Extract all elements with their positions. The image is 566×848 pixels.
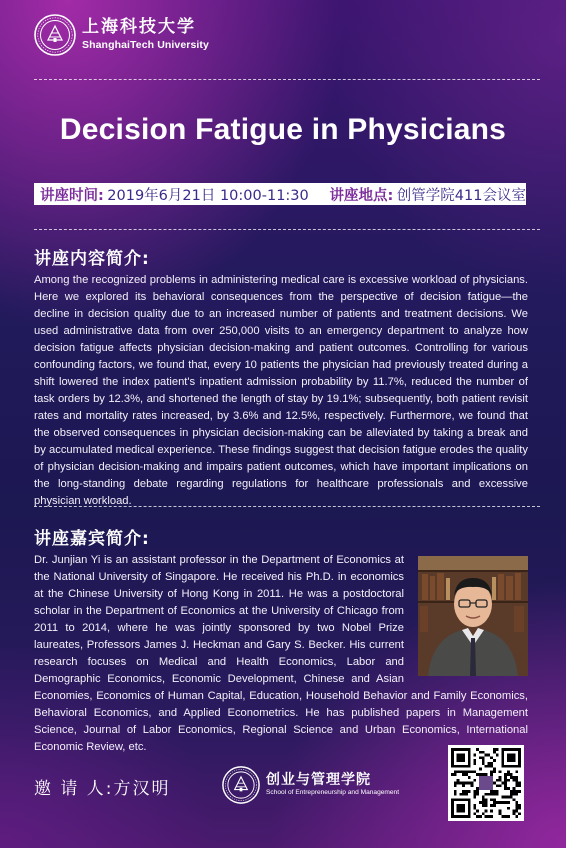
divider-middle — [34, 229, 540, 230]
speaker-heading: 讲座嘉宾简介: — [34, 529, 150, 549]
university-name-en: ShanghaiTech University — [82, 39, 209, 52]
qr-code-icon[interactable] — [448, 745, 524, 821]
school-name-en: School of Entrepreneurship and Management — [266, 789, 400, 797]
lecture-title: Decision Fatigue in Physicians — [59, 113, 507, 146]
university-name-cn: 上海科技大学 — [82, 17, 196, 38]
place-value: 创管学院411会议室 — [396, 187, 526, 204]
school-logo — [222, 766, 399, 804]
speaker-bio-text: Dr. Junjian Yi is an assistant professor in the Department of Economics at the National University of Singapore. He received his Ph.D. in economics at the Chinese University of Hong Kong in 2011. He was a postdoctoral scholar in the Department of Economics at the University of Chicago from 2011 to 2014, where he was jointly sponsored by two Nobel Prize laureates, Professors James J. Heckman and Gary S. Becker. His current research focuses on Medical and Health Economics, Labor and Demographic Economics, Economic Development, Chinese and Asian Economies, Economics of Human Capital, Education, Household Behavior and Family Economics, Behavioral Economics, and Applied Econometrics. He has published papers in Management Science, Journal of Labor Economics, Regional Science and Urban Economics, International Economic Review, etc. — [34, 554, 528, 753]
speaker-photo — [418, 556, 528, 676]
inviter: 邀 请 人:方汉明 — [34, 779, 171, 799]
speaker-bio-block — [34, 552, 528, 756]
lecture-info-bar — [34, 183, 526, 205]
place-label: 讲座地点: — [329, 187, 394, 204]
divider-lower — [34, 506, 540, 507]
school-name-cn: 创业与管理学院 — [266, 772, 371, 789]
time-value: 2019年6月21日 10:00-11:30 — [107, 187, 309, 204]
school-seal-icon — [222, 766, 260, 804]
time-label: 讲座时间: — [40, 187, 104, 204]
abstract-heading: 讲座内容简介: — [34, 249, 150, 269]
university-logo — [34, 14, 209, 56]
divider-top — [34, 79, 540, 80]
abstract-text: Among the recognized problems in administering medical care is excessive workload of physicians. Here we explored its behavioral consequences from the perspective of decision fatigue—the decline in decision quality due to an increased number of patients and treatment decisions. We used administrative data from over 250,000 visits to an emergency department to analyze how decision fatigue affects physician decision-making and patient outcomes. Controlling for various confounding factors, we found that, every 10 patients the physician had previously treated during a shift lowered the index patient's inpatient admission probability by 11.7%, reduced the number of task orders by 12.3%, and shortened the length of stay by 19.1%; subsequently, both patient revisit rates and mortality rates increased, by 3.6% and 12.5%, respectively. Furthermore, we found that the observed consequences in physician decision-making can be alleviated by taking a break and by accumulated medical experience. These findings suggest that decision fatigue erodes the quality of physician decision-making and impairs patient outcomes, which have important implications on the long-standing debate regarding regulations for healthcare professionals and excessive physician workload. — [34, 274, 528, 507]
university-seal-icon — [34, 14, 76, 56]
